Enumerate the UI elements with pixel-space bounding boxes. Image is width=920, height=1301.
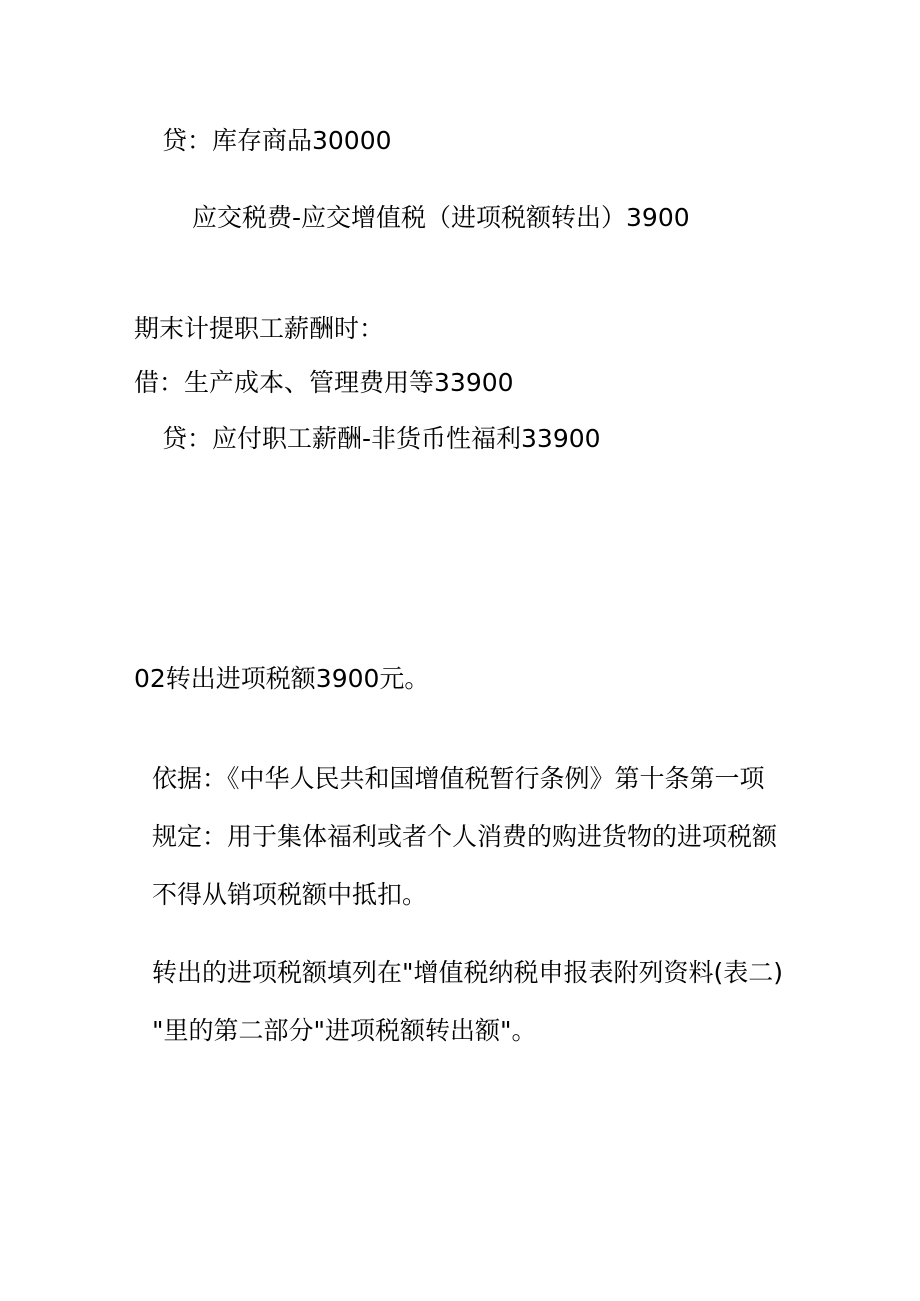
payroll-accrual-heading: 期末计提职工薪酬时：	[134, 314, 385, 343]
credit-line-inventory: 贷：库存商品30000	[162, 126, 392, 155]
legal-basis-paragraph	[152, 762, 777, 936]
debit-line-production-cost: 借：生产成本、管理费用等33900	[134, 368, 514, 397]
filing-instruction-paragraph	[152, 956, 783, 1072]
filing-instruction-line: 转出的进项税额填列在"增值税纳税申报表附列资料(表二)	[152, 958, 784, 987]
legal-basis-line: 规定：用于集体福利或者个人消费的购进货物的进项税额	[152, 822, 778, 851]
filing-instruction-line: "里的第二部分"进项税额转出额"。	[152, 1016, 537, 1045]
credit-line-input-tax-transfer: 应交税费-应交增值税（进项税额转出）3900	[192, 203, 690, 232]
legal-basis-line: 不得从销项税额中抵扣。	[152, 880, 428, 909]
legal-basis-line: 依据：《中华人民共和国增值税暂行条例》第十条第一项	[152, 764, 765, 793]
section-02-heading: 02转出进项税额3900元。	[134, 664, 430, 693]
credit-line-payroll: 贷：应付职工薪酬-非货币性福利33900	[162, 424, 601, 453]
